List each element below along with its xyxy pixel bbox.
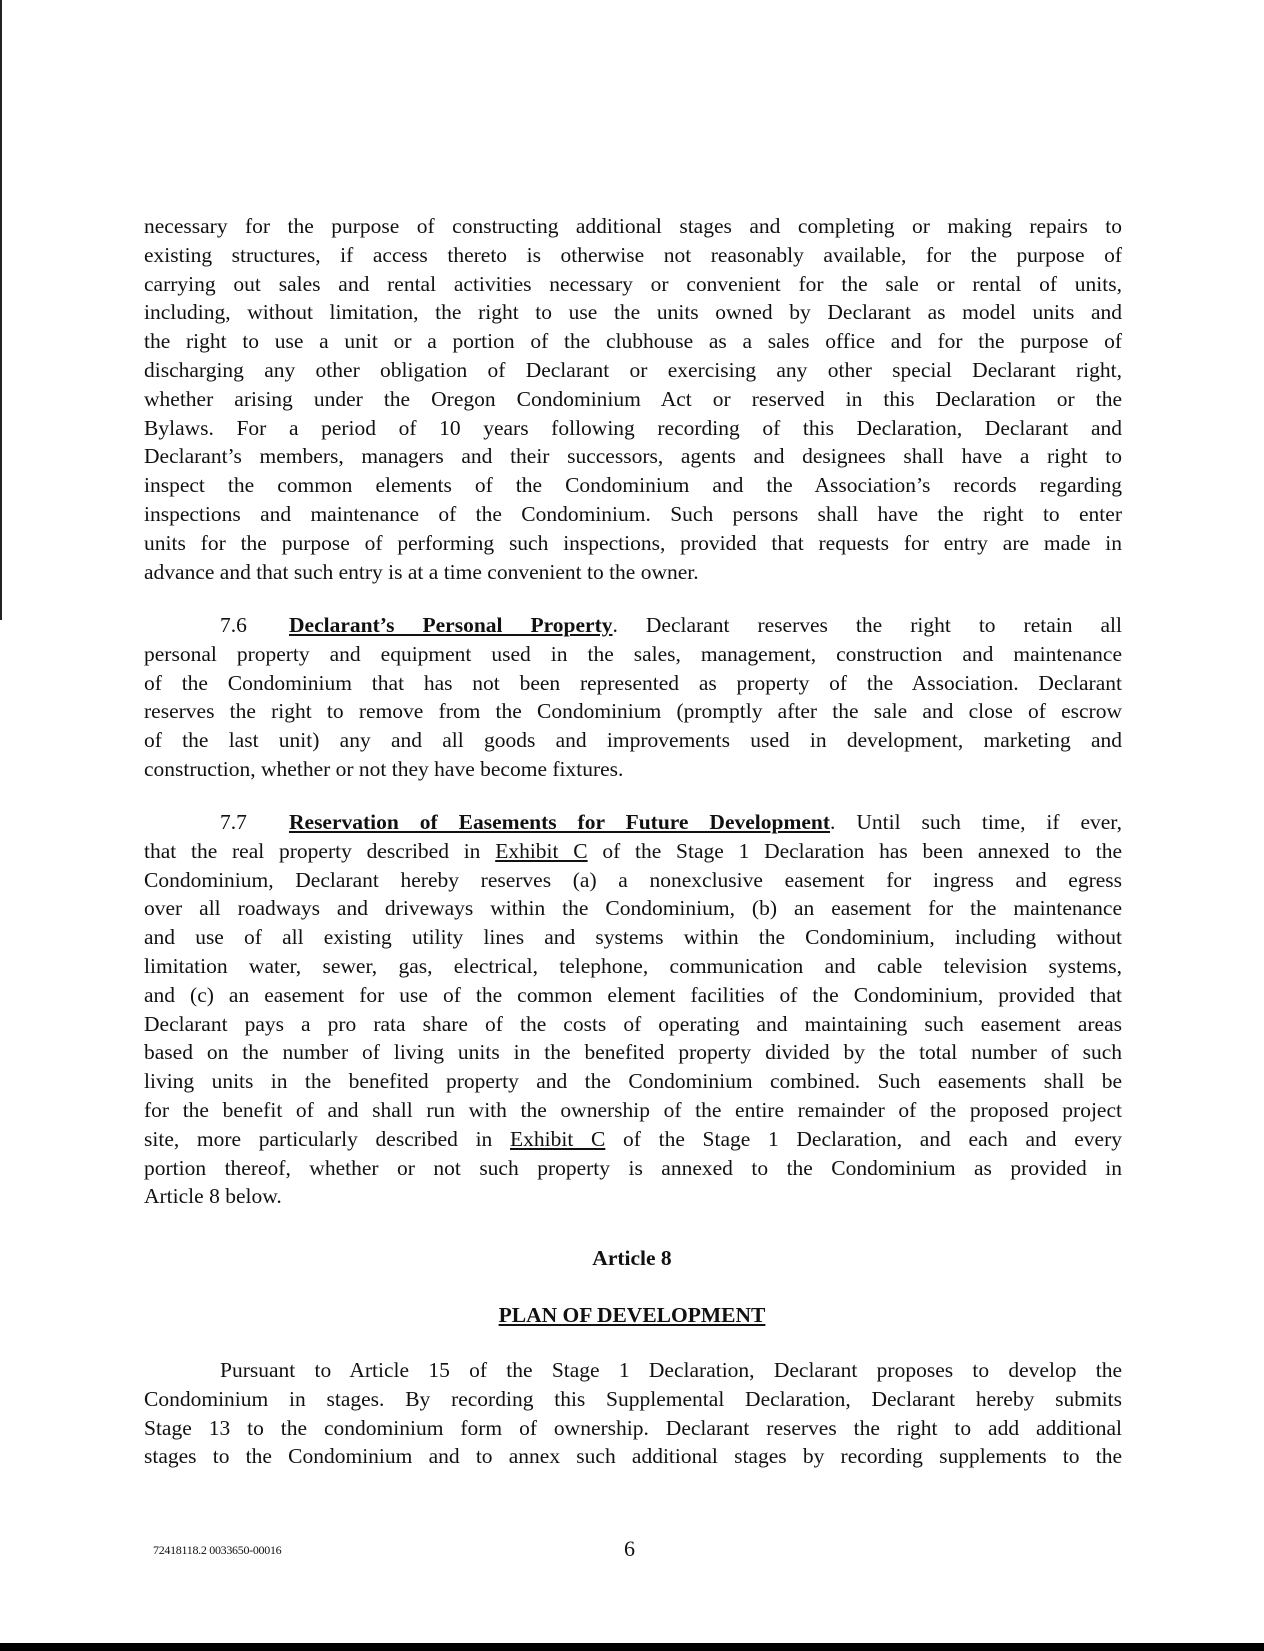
text-line: and use of all existing utility lines and systems within the Condominium, including without bbox=[144, 925, 1122, 950]
text-line bbox=[144, 837, 1122, 866]
scan-edge-line bbox=[0, 0, 2, 620]
text-line: existing structures, if access thereto is otherwise not reasonably available, for the purpose of bbox=[144, 242, 1122, 267]
text-line: portion thereof, whether or not such property is annexed to the Condominium as provided in bbox=[144, 1155, 1122, 1180]
text-line: units for the purpose of performing such inspections, provided that requests for entry are made in bbox=[144, 530, 1122, 555]
text-span: of the Stage 1 Declaration, and each and every bbox=[605, 1126, 1122, 1151]
text-span: site, more particularly described in bbox=[144, 1126, 510, 1151]
section-7-6 bbox=[144, 611, 1122, 784]
text-line: Stage 13 to the condominium form of ownership. Declarant reserves the right to add additional bbox=[144, 1415, 1122, 1440]
scan-bottom-edge bbox=[0, 1643, 1264, 1651]
text-span: of the Stage 1 Declaration has been annexed to the bbox=[587, 838, 1122, 863]
section-heading: Declarant’s Personal Property bbox=[289, 613, 613, 637]
text-line: based on the number of living units in the benefited property divided by the total number of such bbox=[144, 1040, 1122, 1065]
text-line: for the benefit of and shall run with the ownership of the entire remainder of the proposed project bbox=[144, 1097, 1122, 1122]
text-line: living units in the benefited property and the Condominium combined. Such easements shall be bbox=[144, 1069, 1122, 1094]
text-line: Condominium in stages. By recording this Supplemental Declaration, Declarant hereby submits bbox=[144, 1386, 1122, 1411]
section-heading-line bbox=[144, 808, 1122, 837]
text-line bbox=[144, 1125, 1122, 1154]
text-line: Bylaws. For a period of 10 years following recording of this Declaration, Declarant and bbox=[144, 415, 1122, 440]
text-line: over all roadways and driveways within the Condominium, (b) an easement for the maintenance bbox=[144, 896, 1122, 921]
text-span: that the real property described in bbox=[144, 838, 496, 863]
section-heading: Reservation of Easements for Future Development bbox=[289, 810, 831, 834]
text-line: including, without limitation, the right to use the units owned by Declarant as model units and bbox=[144, 300, 1122, 325]
exhibit-reference: Exhibit C bbox=[495, 838, 588, 863]
text-span: . Until such time, if ever, bbox=[830, 810, 1122, 834]
article-title: Article 8 bbox=[592, 1246, 672, 1270]
text-line: and (c) an easement for use of the common element facilities of the Condominium, provided that bbox=[144, 982, 1122, 1007]
text-line: inspect the common elements of the Condominium and the Association’s records regarding bbox=[144, 473, 1122, 498]
paragraph-continuation bbox=[144, 212, 1122, 586]
text-line: inspections and maintenance of the Condominium. Such persons shall have the right to enter bbox=[144, 501, 1122, 526]
article-8-paragraph bbox=[144, 1356, 1122, 1471]
text-line: advance and that such entry is at a time convenient to the owner. bbox=[144, 559, 699, 584]
text-line: Pursuant to Article 15 of the Stage 1 Declaration, Declarant proposes to develop the bbox=[220, 1358, 1122, 1382]
section-7-7 bbox=[144, 808, 1122, 1211]
section-heading-line bbox=[144, 611, 1122, 640]
text-line: of the Condominium that has not been represented as property of the Association. Declarant bbox=[144, 670, 1122, 695]
document-id: 72418118.2 0033650-00016 bbox=[153, 1543, 282, 1557]
text-line: Condominium, Declarant hereby reserves (a) a nonexclusive easement for ingress and egress bbox=[144, 867, 1122, 892]
text-line: necessary for the purpose of constructing additional stages and completing or making repairs to bbox=[144, 214, 1122, 238]
page-number: 6 bbox=[624, 1536, 635, 1561]
section-number: 7.6 bbox=[220, 613, 247, 637]
text-line: limitation water, sewer, gas, electrical, telephone, communication and cable television systems, bbox=[144, 953, 1122, 978]
text-line: stages to the Condominium and to annex such additional stages by recording supplements to the bbox=[144, 1444, 1122, 1469]
text-line: reserves the right to remove from the Condominium (promptly after the sale and close of escrow bbox=[144, 699, 1122, 724]
text-line: personal property and equipment used in the sales, management, construction and maintenance bbox=[144, 641, 1122, 666]
section-number: 7.7 bbox=[220, 810, 247, 834]
text-line: carrying out sales and rental activities necessary or convenient for the sale or rental of units, bbox=[144, 271, 1122, 296]
text-line: Article 8 below. bbox=[144, 1184, 282, 1209]
text-line: discharging any other obligation of Declarant or exercising any other special Declarant right, bbox=[144, 357, 1122, 382]
text-span: . Declarant reserves the right to retain all bbox=[612, 613, 1123, 637]
text-line: construction, whether or not they have become fixtures. bbox=[144, 756, 624, 781]
article-subtitle: PLAN OF DEVELOPMENT bbox=[498, 1303, 766, 1327]
text-line: of the last unit) any and all goods and improvements used in development, marketing and bbox=[144, 728, 1122, 753]
text-line: Declarant pays a pro rata share of the costs of operating and maintaining such easement areas bbox=[144, 1011, 1122, 1036]
exhibit-reference: Exhibit C bbox=[510, 1126, 606, 1151]
text-line: the right to use a unit or a portion of the clubhouse as a sales office and for the purpose of bbox=[144, 329, 1122, 354]
text-line: Declarant’s members, managers and their successors, agents and designees shall have a right to bbox=[144, 444, 1122, 469]
text-line: whether arising under the Oregon Condominium Act or reserved in this Declaration or the bbox=[144, 386, 1122, 411]
